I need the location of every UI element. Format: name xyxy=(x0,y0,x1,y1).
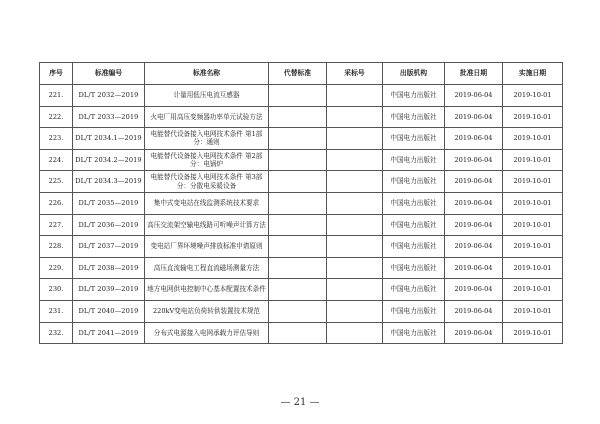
header-standard-name: 标准名称 xyxy=(145,63,269,85)
cell-standard-name: 电能替代设备接入电网技术条件 第1部分：通则 xyxy=(145,128,269,150)
cell-standard-name: 高压直流输电工程直流磁场测量方法 xyxy=(145,257,269,279)
cell-adoption xyxy=(327,149,383,171)
standards-table xyxy=(39,62,563,344)
cell-approved-date: 2019-06-04 xyxy=(445,214,503,236)
cell-approved-date: 2019-06-04 xyxy=(445,106,503,128)
cell-standard-name: 电能替代设备接入电网技术条件 第2部分：电锅炉 xyxy=(145,149,269,171)
cell-effective-date: 2019-10-01 xyxy=(503,214,563,236)
table-row xyxy=(40,106,563,128)
cell-standard-name: 地方电网供电控制中心基本配置技术条件 xyxy=(145,279,269,301)
cell-effective-date: 2019-10-01 xyxy=(503,279,563,301)
cell-standard-code: DL/T 2040—2019 xyxy=(73,300,145,322)
cell-approved-date: 2019-06-04 xyxy=(445,149,503,171)
cell-replaces xyxy=(269,149,327,171)
cell-effective-date: 2019-10-01 xyxy=(503,85,563,107)
cell-publisher: 中国电力出版社 xyxy=(383,149,445,171)
cell-effective-date: 2019-10-01 xyxy=(503,128,563,150)
cell-serial: 222. xyxy=(40,106,73,128)
cell-replaces xyxy=(269,322,327,344)
cell-publisher: 中国电力出版社 xyxy=(383,106,445,128)
cell-adoption xyxy=(327,106,383,128)
cell-standard-code: DL/T 2034.1—2019 xyxy=(73,128,145,150)
cell-adoption xyxy=(327,171,383,193)
cell-adoption xyxy=(327,128,383,150)
cell-adoption xyxy=(327,236,383,258)
table-body xyxy=(40,85,563,344)
cell-replaces xyxy=(269,171,327,193)
cell-standard-name: 计量用低压电流互感器 xyxy=(145,85,269,107)
cell-publisher: 中国电力出版社 xyxy=(383,257,445,279)
cell-publisher: 中国电力出版社 xyxy=(383,236,445,258)
cell-publisher: 中国电力出版社 xyxy=(383,128,445,150)
cell-standard-code: DL/T 2036—2019 xyxy=(73,214,145,236)
table-row xyxy=(40,171,563,193)
cell-replaces xyxy=(269,300,327,322)
cell-replaces xyxy=(269,236,327,258)
cell-standard-name: 变电站厂界环境噪声排放标准申请原则 xyxy=(145,236,269,258)
cell-adoption xyxy=(327,257,383,279)
cell-serial: 230. xyxy=(40,279,73,301)
cell-replaces xyxy=(269,257,327,279)
cell-publisher: 中国电力出版社 xyxy=(383,85,445,107)
table-row xyxy=(40,279,563,301)
header-replaces: 代替标准 xyxy=(269,63,327,85)
cell-effective-date: 2019-10-01 xyxy=(503,322,563,344)
cell-adoption xyxy=(327,300,383,322)
cell-effective-date: 2019-10-01 xyxy=(503,149,563,171)
table-row xyxy=(40,300,563,322)
cell-publisher: 中国电力出版社 xyxy=(383,322,445,344)
cell-adoption xyxy=(327,192,383,214)
cell-standard-code: DL/T 2034.3—2019 xyxy=(73,171,145,193)
cell-replaces xyxy=(269,279,327,301)
cell-standard-name: 分布式电源接入电网承载力评估导则 xyxy=(145,322,269,344)
cell-serial: 231. xyxy=(40,300,73,322)
cell-effective-date: 2019-10-01 xyxy=(503,192,563,214)
table-row xyxy=(40,192,563,214)
cell-standard-code: DL/T 2037—2019 xyxy=(73,236,145,258)
cell-standard-code: DL/T 2033—2019 xyxy=(73,106,145,128)
cell-standard-code: DL/T 2038—2019 xyxy=(73,257,145,279)
cell-approved-date: 2019-06-04 xyxy=(445,171,503,193)
cell-replaces xyxy=(269,128,327,150)
cell-adoption xyxy=(327,214,383,236)
cell-standard-name: 电能替代设备接入电网技术条件 第3部分：分散电采暖设备 xyxy=(145,171,269,193)
cell-adoption xyxy=(327,279,383,301)
cell-publisher: 中国电力出版社 xyxy=(383,300,445,322)
cell-replaces xyxy=(269,214,327,236)
cell-standard-name: 高压交流架空输电线路可听噪声计算方法 xyxy=(145,214,269,236)
cell-standard-code: DL/T 2032—2019 xyxy=(73,85,145,107)
cell-standard-code: DL/T 2034.2—2019 xyxy=(73,149,145,171)
cell-publisher: 中国电力出版社 xyxy=(383,192,445,214)
cell-publisher: 中国电力出版社 xyxy=(383,171,445,193)
cell-serial: 221. xyxy=(40,85,73,107)
cell-standard-code: DL/T 2039—2019 xyxy=(73,279,145,301)
cell-serial: 227. xyxy=(40,214,73,236)
cell-effective-date: 2019-10-01 xyxy=(503,106,563,128)
cell-serial: 229. xyxy=(40,257,73,279)
cell-approved-date: 2019-06-04 xyxy=(445,192,503,214)
cell-approved-date: 2019-06-04 xyxy=(445,322,503,344)
header-adoption: 采标号 xyxy=(327,63,383,85)
cell-standard-name: 火电厂用高压变频器功率单元试验方法 xyxy=(145,106,269,128)
cell-effective-date: 2019-10-01 xyxy=(503,171,563,193)
table-row xyxy=(40,257,563,279)
cell-approved-date: 2019-06-04 xyxy=(445,85,503,107)
cell-standard-name: 集中式变电站在线监测系统技术要求 xyxy=(145,192,269,214)
cell-standard-code: DL/T 2041—2019 xyxy=(73,322,145,344)
header-approved-date: 批准日期 xyxy=(445,63,503,85)
cell-serial: 225. xyxy=(40,171,73,193)
table-row xyxy=(40,236,563,258)
cell-serial: 223. xyxy=(40,128,73,150)
cell-standard-name: 220kV变电站负荷转供装置技术规范 xyxy=(145,300,269,322)
cell-replaces xyxy=(269,192,327,214)
cell-serial: 228. xyxy=(40,236,73,258)
cell-approved-date: 2019-06-04 xyxy=(445,128,503,150)
cell-effective-date: 2019-10-01 xyxy=(503,300,563,322)
cell-adoption xyxy=(327,85,383,107)
cell-serial: 232. xyxy=(40,322,73,344)
cell-effective-date: 2019-10-01 xyxy=(503,236,563,258)
cell-publisher: 中国电力出版社 xyxy=(383,279,445,301)
cell-serial: 226. xyxy=(40,192,73,214)
table-row xyxy=(40,214,563,236)
header-effective-date: 实施日期 xyxy=(503,63,563,85)
header-serial: 序号 xyxy=(40,63,73,85)
table-header-row xyxy=(40,63,563,85)
cell-effective-date: 2019-10-01 xyxy=(503,257,563,279)
cell-adoption xyxy=(327,322,383,344)
table-row xyxy=(40,128,563,150)
table-row xyxy=(40,85,563,107)
cell-replaces xyxy=(269,106,327,128)
cell-standard-code: DL/T 2035—2019 xyxy=(73,192,145,214)
cell-approved-date: 2019-06-04 xyxy=(445,257,503,279)
table-row xyxy=(40,322,563,344)
cell-approved-date: 2019-06-04 xyxy=(445,279,503,301)
cell-approved-date: 2019-06-04 xyxy=(445,236,503,258)
cell-replaces xyxy=(269,85,327,107)
cell-serial: 224. xyxy=(40,149,73,171)
page-number: — 21 — xyxy=(280,397,320,408)
cell-publisher: 中国电力出版社 xyxy=(383,214,445,236)
header-publisher: 出版机构 xyxy=(383,63,445,85)
cell-approved-date: 2019-06-04 xyxy=(445,300,503,322)
header-standard-code: 标准编号 xyxy=(73,63,145,85)
table-row xyxy=(40,149,563,171)
